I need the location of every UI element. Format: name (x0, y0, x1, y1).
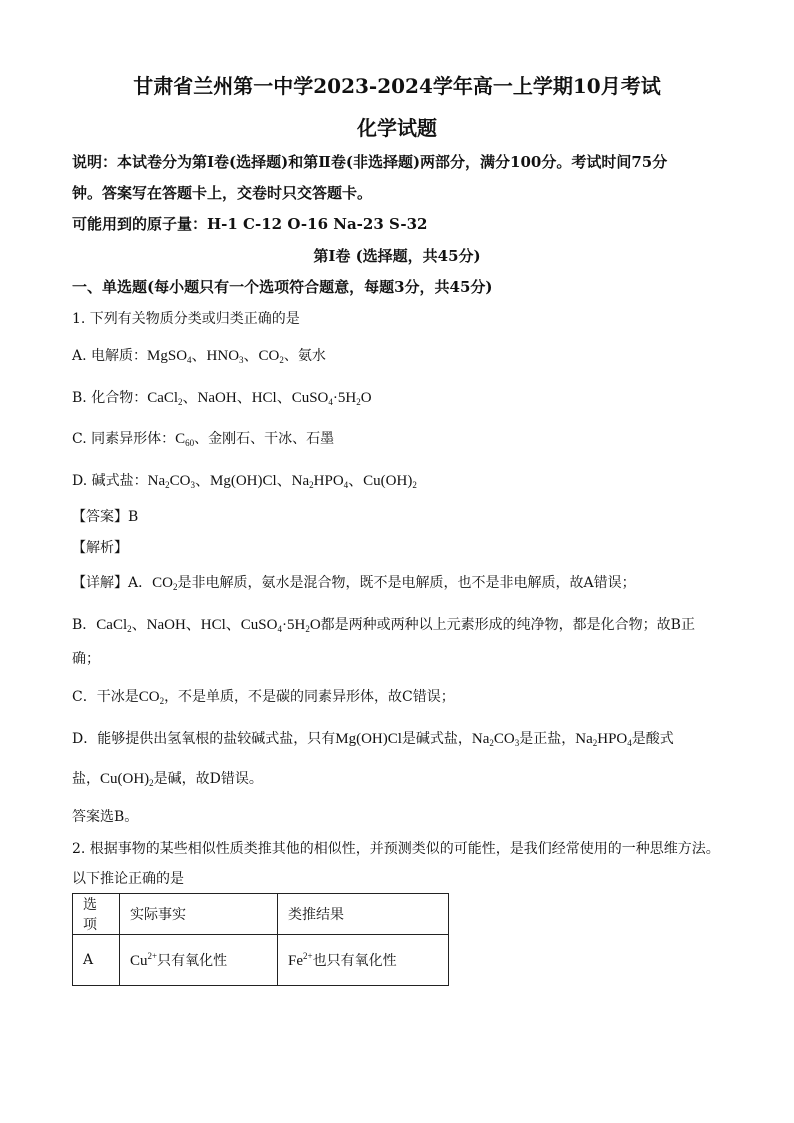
part1-heading: 第Ⅰ卷 (选择题，共45分) (313, 247, 481, 265)
q2-table-header-option: 选项 (73, 894, 120, 935)
q1-detail-b-cont: 确； (72, 651, 100, 667)
q1-option-c-formula: $C_{60}$ (175, 431, 195, 448)
q1-option-a-formulas: MgSO$_4$、$HNO_3$、$CO_2$ (147, 348, 284, 365)
q1-answer: 【答案】B (72, 509, 139, 525)
page-subtitle: 化学试题 (357, 116, 437, 140)
q1-detail-d-mid3: 是酸式 (631, 731, 674, 747)
q2-table-cell-fact-text: 只有氧化性 (157, 953, 228, 969)
q1-option-c-label: C. 同素异形体： (72, 431, 176, 447)
q1-detail-c-formula: $CO_2$ (138, 689, 165, 706)
q2-table-header-fact: 实际事实 (120, 894, 278, 935)
q1-option-c (72, 428, 334, 448)
q1-detail-b (72, 613, 695, 634)
q1-detail-d (72, 728, 674, 748)
q1-detail-tag: 【详解】A． (72, 575, 153, 591)
q1-detail-d-mid2: 是正盐， (519, 731, 576, 747)
q1-stem: 1. 下列有关物质分类或归类正确的是 (72, 311, 300, 327)
q1-detail-b-formulas: CaCl$_2$、NaOH、HCl、$CuSO_4\cdot 5H_2O$ (96, 617, 321, 634)
q2-table-cell-inference (278, 935, 449, 986)
q1-detail-c-label: C．干冰是 (72, 689, 139, 705)
q1-option-a (72, 344, 326, 365)
q2-table-cell-option: A (73, 935, 120, 986)
q1-option-b-label: B. 化合物： (72, 390, 148, 406)
q1-option-b-formulas: CaCl$_2$、NaOH、HCl、$CuSO_4\cdot 5H_2O$ (147, 390, 372, 407)
q1-detail-d-formula-2: $Na_2CO_3$ (471, 731, 520, 748)
q2-stem-line-1: 2. 根据事物的某些相似性质类推其他的相似性，并预测类似的可能性，是我们经常使用的一种思维方法。 (72, 841, 720, 857)
q2-table (72, 893, 449, 986)
q1-option-c-rest: 、金刚石、干冰、石墨 (194, 431, 335, 447)
q1-option-b (72, 386, 372, 407)
q1-detail-d-label: D．能够提供出氢氧根的盐较碱式盐，只有 (72, 731, 336, 747)
q2-table-header-row (73, 894, 449, 935)
q1-detail-a-formula: $CO_2$ (152, 575, 178, 592)
q1-detail-d-formula-1: Mg(OH)Cl (335, 731, 402, 747)
q1-detail-c (72, 686, 455, 706)
q1-option-d-formulas: $Na_2CO_3$、Mg(OH)Cl、$Na_2HPO_4$、$Cu(OH)_2$ (147, 473, 417, 490)
q1-option-d (72, 469, 417, 490)
q1-detail-d-formula-4: $Cu(OH)_2$ (100, 771, 154, 788)
q1-analysis-label: 【解析】 (72, 540, 128, 556)
q2-stem-line-2: 以下推论正确的是 (72, 871, 184, 887)
q2-table-cell-inference-text: 也只有氧化性 (312, 953, 397, 969)
q1-detail-d-formula-3: $Na_2HPO_4$ (575, 731, 632, 748)
q1-detail-b-rest: 都是两种或两种以上元素形成的纯净物，都是化合物；故B正 (320, 617, 695, 633)
q1-detail-a-rest: 是非电解质，氨水是混合物，既不是电解质，也不是非电解质，故A错误； (177, 575, 636, 591)
q1-detail-d-cont (72, 768, 263, 788)
page-title: 甘肃省兰州第一中学2023-2024学年高一上学期10月考试 (133, 74, 661, 98)
q1-option-d-label: D. 碱式盐： (72, 473, 148, 489)
q1-option-a-rest: 、氨水 (283, 348, 326, 364)
q2-table-cell-fact-ion: $Cu^{2+}$ (130, 951, 158, 969)
q2-table-row (73, 935, 449, 986)
q2-table-cell-fact (120, 935, 278, 986)
q1-detail-b-label: B． (72, 617, 97, 633)
q1-detail-d-cont-label: 盐， (72, 771, 100, 787)
q2-table-cell-inference-ion: $Fe^{2+}$ (288, 951, 313, 969)
section1-heading: 一、单选题(每小题只有一个选项符合题意，每题3分，共45分) (72, 278, 493, 296)
notes-line-2: 钟。答案写在答题卡上，交卷时只交答题卡。 (72, 184, 373, 202)
atomic-masses: 可能用到的原子量：H-1 C-12 O-16 Na-23 S-32 (72, 215, 428, 233)
q1-detail-d-cont-rest: 是碱，故D错误。 (153, 771, 263, 787)
q1-detail-d-mid1: 是碱式盐， (401, 731, 472, 747)
q1-detail-a (72, 572, 636, 592)
notes-line-1: 说明：本试卷分为第Ⅰ卷(选择题)和第Ⅱ卷(非选择题)两部分，满分100分。考试时间75分 (72, 153, 668, 171)
q1-conclusion: 答案选B。 (72, 809, 139, 825)
q1-detail-c-rest: ，不是单质，不是碳的同素异形体，故C错误； (164, 689, 455, 705)
q1-option-a-label: A. 电解质： (72, 348, 148, 364)
q2-table-header-inference: 类推结果 (278, 894, 449, 935)
